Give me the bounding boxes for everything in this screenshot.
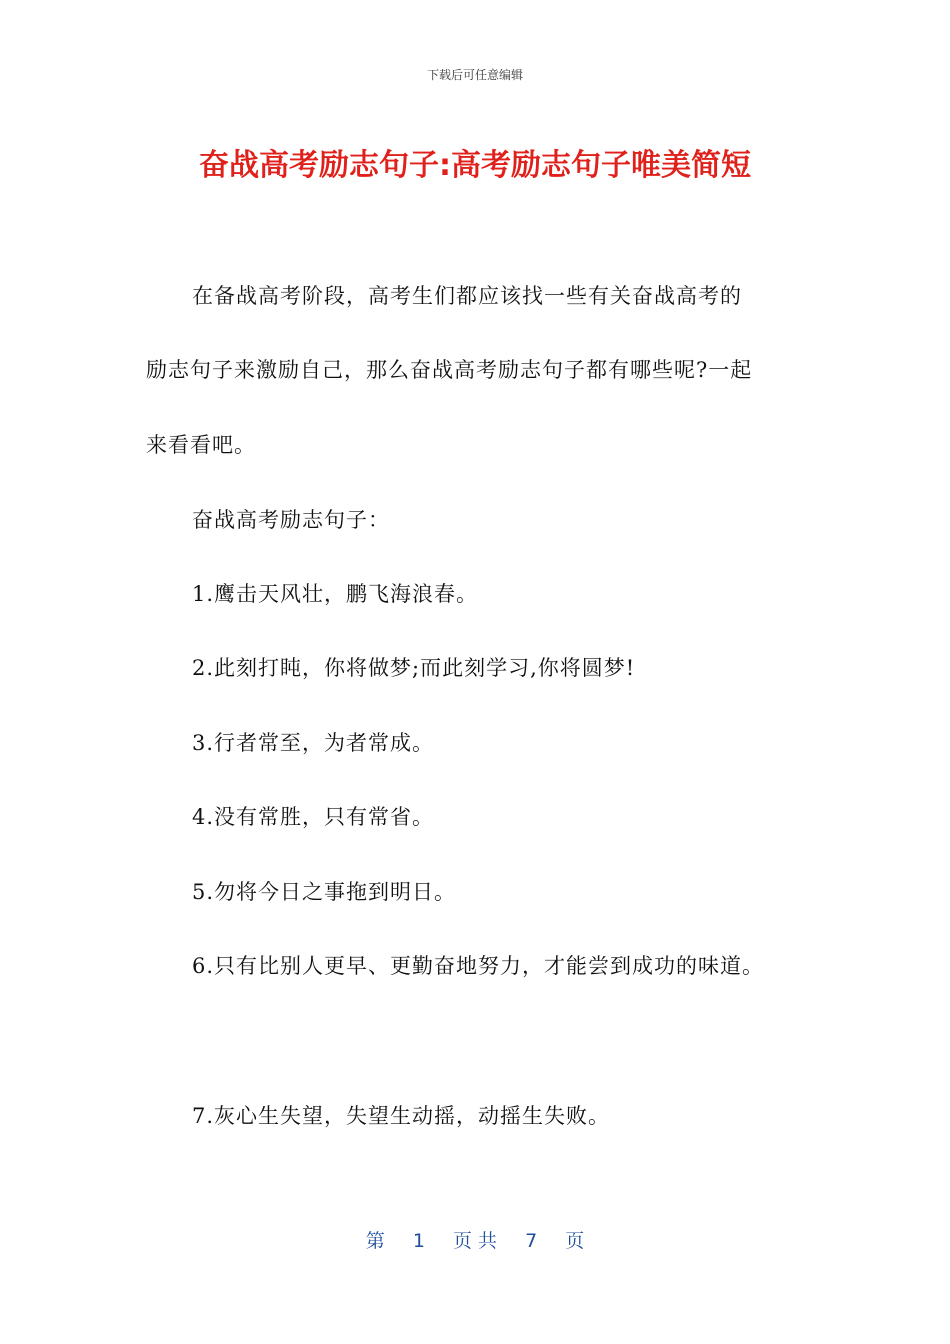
sentence-item: 7.灰心生失望，失望生动摇，动摇生失败。 — [192, 1104, 611, 1128]
sentence-item: 6.只有比别人更早、更勤奋地努力，才能尝到成功的味道。 — [192, 954, 765, 978]
sentence-item: 5.勿将今日之事拖到明日。 — [192, 880, 457, 904]
sentence-item: 4.没有常胜，只有常省。 — [192, 805, 435, 829]
footer-total-pages: 7 — [525, 1230, 538, 1252]
footer-suffix: 页 — [565, 1230, 585, 1252]
intro-line-1: 在备战高考阶段，高考生们都应该找一些有关奋战高考的 — [192, 284, 742, 308]
footer-page-number: 1 — [412, 1230, 425, 1252]
sentence-item: 2.此刻打盹，你将做梦;而此刻学习,你将圆梦! — [192, 656, 636, 680]
sentence-item: 3.行者常至，为者常成。 — [192, 731, 435, 755]
page-footer — [0, 1226, 950, 1253]
footer-prefix: 第 — [365, 1230, 385, 1252]
document-title: 奋战高考励志句子:高考励志句子唯美简短 — [199, 148, 751, 183]
header-note: 下载后可任意编辑 — [426, 68, 523, 82]
footer-middle: 页 共 — [452, 1230, 498, 1252]
section-heading: 奋战高考励志句子： — [192, 508, 390, 532]
sentence-item: 1.鹰击天风壮，鹏飞海浪春。 — [192, 582, 479, 606]
intro-line-2: 励志句子来激励自己，那么奋战高考励志句子都有哪些呢?一起 — [146, 358, 753, 382]
intro-line-3: 来看看吧。 — [146, 433, 256, 457]
